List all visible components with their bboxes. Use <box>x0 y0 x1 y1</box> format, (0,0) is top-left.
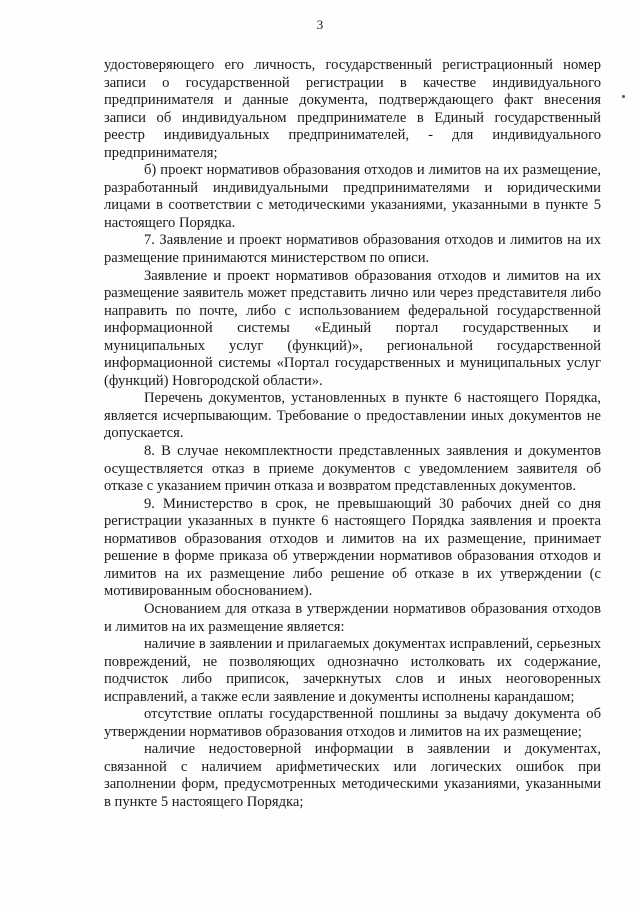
paragraph-item-b: б) проект нормативов образования отходов и лимитов на их размещение, разработанный индивидуальными предпринимателями и юридическими лицами в соответствии с методическими указаниями, указанными в пункте 5 настоящего Порядка. <box>104 162 601 231</box>
paragraph-identity-record: удостоверяющего его личность, государственный регистрационный номер записи о государственной регистрации в качестве индивидуального предпринимателя и данные документа, подтверждающего факт внесения записи об индивидуальном предпринимателе в Единый государственный реестр индивидуальных предпринимателей, - для индивидуального предпринимателя; <box>104 57 601 161</box>
document-body <box>104 57 601 812</box>
paragraph-ground-false-info: наличие недостоверной информации в заявлении и документах, связанной с наличием арифметических или логических ошибок при заполнении форм, предусмотренных методическими указаниями, указанными в пункте 5 настоящего Порядка; <box>104 741 601 810</box>
paragraph-ground-corrections: наличие в заявлении и прилагаемых документах исправлений, серьезных повреждений, не позволяющих однозначно истолковать их содержание, подчисток либо приписок, зачеркнутых слов и иных неоговоренных исправлений, а также если заявление и документы исполнены карандашом; <box>104 636 601 705</box>
paragraph-ground-fee: отсутствие оплаты государственной пошлины за выдачу документа об утверждении нормативов образования отходов и лимитов на их размещение; <box>104 706 601 740</box>
page-number: 3 <box>316 17 324 32</box>
paragraph-clause-8: 8. В случае некомплектности представленных заявления и документов осуществляется отказ в приеме документов с уведомлением заявителя об отказе с указанием причин отказа и возвратом представленных документов. <box>104 443 601 495</box>
paragraph-clause-7: 7. Заявление и проект нормативов образования отходов и лимитов на их размещение принимаются министерством по описи. <box>104 232 601 267</box>
paragraph-refusal-grounds: Основанием для отказа в утверждении нормативов образования отходов и лимитов на их размещение является: <box>104 600 601 635</box>
paragraph-document-list: Перечень документов, установленных в пункте 6 настоящего Порядка, является исчерпывающим. Требование о предоставлении иных документов не допускается. <box>104 390 601 442</box>
paragraph-submission-methods: Заявление и проект нормативов образования отходов и лимитов на их размещение заявитель может представить лично или через представителя либо направить по почте, либо с использованием федеральной государственной информационной системы «Единый портал государственных и муниципальных услуг (функций)», региональной государственной информационной системы «Портал государственных и муниципальных услуг (функций) Новгородской области». <box>104 267 601 389</box>
paragraph-clause-9: 9. Министерство в срок, не превышающий 30 рабочих дней со дня регистрации указанных в пункте 6 настоящего Порядка заявления и проекта нормативов образования отходов и лимитов на их размещение, принимает решение в форме приказа об утверждении нормативов образования отходов и лимитов на их размещение либо решение об отказе в их утверждении (с мотивированным обоснованием). <box>104 495 601 600</box>
scan-mark <box>622 95 625 98</box>
